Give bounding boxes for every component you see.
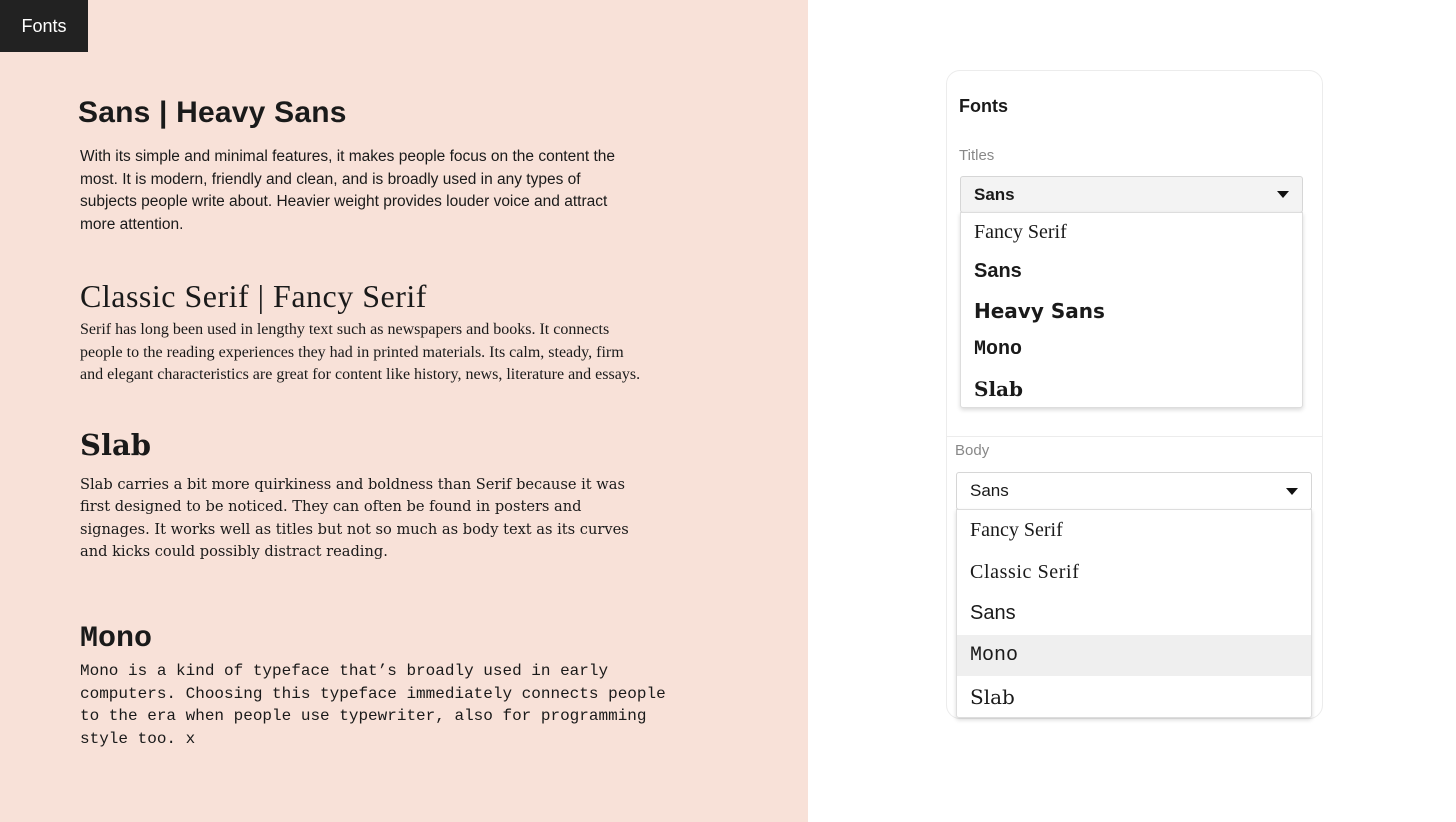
body-line: computers. Choosing this typeface immediately connects people xyxy=(80,684,666,703)
option-slab[interactable]: Slab xyxy=(974,376,1023,401)
section-title: Classic Serif | Fancy Serif xyxy=(80,278,427,314)
section-title: Slab xyxy=(80,428,152,462)
option-sans[interactable]: Sans xyxy=(974,260,1022,282)
option-fancy-serif[interactable]: Fancy Serif xyxy=(970,519,1063,542)
body-label: Body xyxy=(955,442,990,459)
body-line: style too. x xyxy=(80,729,196,748)
selected-value: Sans xyxy=(974,184,1015,204)
slab-section xyxy=(80,428,629,564)
option-mono[interactable]: Mono xyxy=(957,635,1311,677)
body-line: With its simple and minimal features, it makes people focus on the content the xyxy=(80,148,616,165)
body-font-menu xyxy=(956,509,1312,718)
body-line: to the era when people use typewriter, also for programming xyxy=(80,707,647,726)
section-title: Sans | Heavy Sans xyxy=(78,96,347,129)
serif-section xyxy=(80,278,640,387)
option-slab[interactable]: Slab xyxy=(970,684,1015,709)
body-line: most. It is modern, friendly and clean, and is broadly used in any types of xyxy=(80,170,581,188)
chevron-down-icon xyxy=(1286,488,1298,495)
body-line: Slab carries a bit more quirkiness and boldness than Serif because it was xyxy=(80,476,625,493)
body-line: Serif has long been used in lengthy text such as newspapers and books. It connects xyxy=(80,321,610,338)
option-sans[interactable]: Sans xyxy=(970,602,1016,625)
section-title: Mono xyxy=(80,622,153,656)
body-line: Mono is a kind of typeface that’s broadly used in early xyxy=(80,662,609,680)
body-line: people to the reading experiences they had in printed materials. Its calm, steady, firm xyxy=(80,343,624,361)
body-line: and kicks could possibly distract reading. xyxy=(80,543,388,561)
section-body xyxy=(80,660,666,750)
mono-section xyxy=(80,622,666,750)
titles-font-menu xyxy=(960,212,1303,408)
option-fancy-serif[interactable]: Fancy Serif xyxy=(974,221,1067,243)
body-line: subjects people write about. Heavier weight provides louder voice and attract xyxy=(80,193,608,211)
option-heavy-sans[interactable]: Heavy Sans xyxy=(974,298,1105,323)
option-mono[interactable]: Mono xyxy=(974,338,1023,361)
titles-font-select[interactable] xyxy=(960,176,1303,213)
body-font-select[interactable] xyxy=(956,472,1312,510)
section-body xyxy=(80,146,615,236)
card-title: Fonts xyxy=(959,96,1008,116)
fonts-tab[interactable]: Fonts xyxy=(0,0,88,52)
sans-section xyxy=(80,96,615,236)
selected-value: Sans xyxy=(970,481,1009,500)
section-body xyxy=(80,474,629,564)
section-body xyxy=(80,319,640,387)
body-line: first designed to be noticed. They can often be found in posters and xyxy=(80,498,582,516)
titles-label: Titles xyxy=(959,147,995,164)
body-line: more attention. xyxy=(80,215,184,233)
chevron-down-icon xyxy=(1277,191,1289,198)
option-classic-serif[interactable]: Classic Serif xyxy=(970,560,1080,583)
body-line: and elegant characteristics are great for content like history, news, literature and essays. xyxy=(80,366,641,383)
divider xyxy=(946,436,1323,437)
body-line: signages. It works well as titles but not so much as body text as its curves xyxy=(80,520,629,538)
